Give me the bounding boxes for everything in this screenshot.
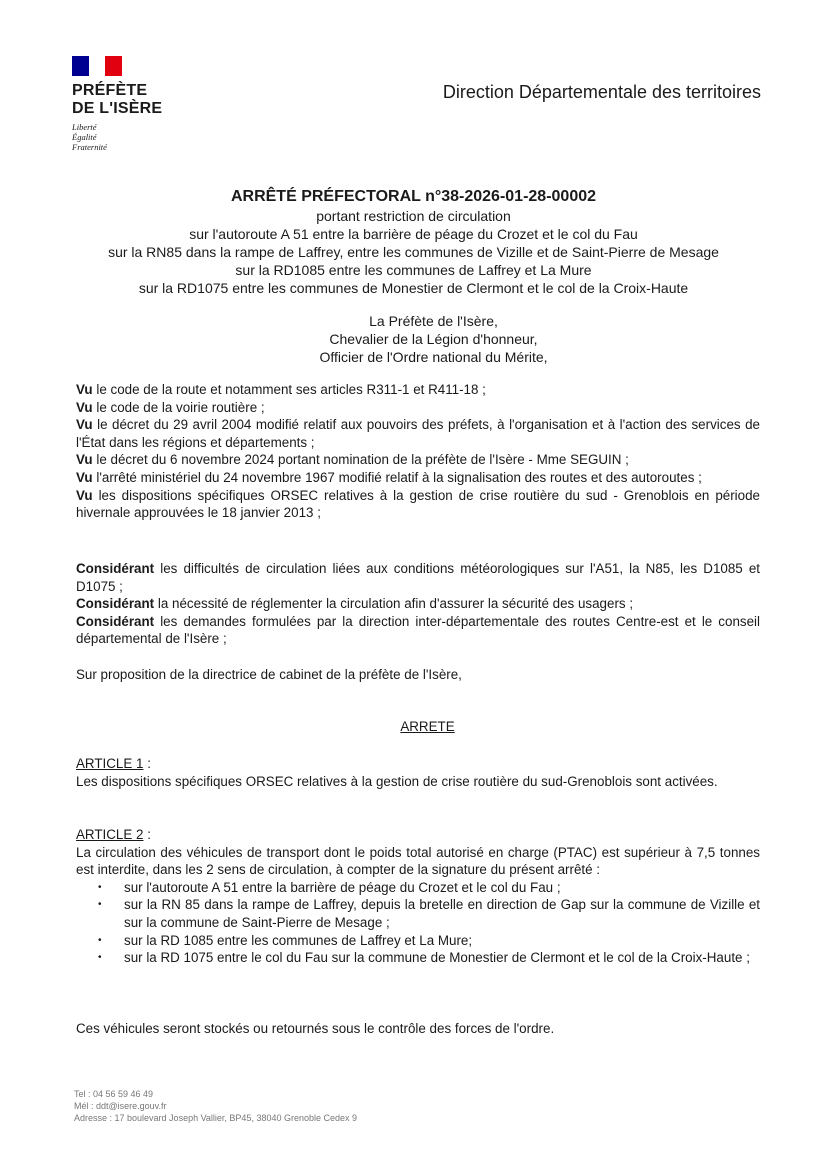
footer-tel: Tel : 04 56 59 46 49 <box>74 1089 154 1099</box>
signatory: La Préfète de l'Isère, Chevalier de la Légion d'honneur, Officier de l'Ordre national du Mérite, <box>319 313 548 365</box>
considerant-section <box>76 560 760 648</box>
considerant-item: Considérant les difficultés de circulation liées aux conditions météorologiques sur l'A51, la N85, les D1085 et D1075 ; <box>76 561 760 594</box>
direction-name: Direction Départementale des territoires <box>442 82 761 102</box>
arrete-heading: ARRETE <box>400 719 455 734</box>
considerant-item: Considérant la nécessité de réglementer la circulation afin d'assurer la sécurité des usagers ; <box>76 596 634 612</box>
vu-item: Vu le code de la route et notamment ses articles R311-1 et R411-18 ; <box>76 382 486 397</box>
prefecture-logo <box>72 56 182 152</box>
vu-item: Vu le décret du 29 avril 2004 modifié relatif aux pouvoirs des préfets, à l'organisation et à l'action des services de l'État dans les régions et départements ; <box>76 417 760 450</box>
list-item: • sur la RN 85 dans la rampe de Laffrey, depuis la bretelle en direction de Gap sur la commune de Vizille et sur la commune de Saint-Pierre de Mesage ; <box>120 896 760 931</box>
title-line: sur la RD1085 entre les communes de Laffrey et La Mure <box>235 262 592 278</box>
title-line: sur la RD1075 entre les communes de Monestier de Clermont et le col de la Croix-Haute <box>138 280 689 296</box>
article-1-text: Les dispositions spécifiques ORSEC relatives à la gestion de crise routière du sud-Grenoblois sont activées. <box>76 773 718 789</box>
vu-item: Vu les dispositions spécifiques ORSEC relatives à la gestion de crise routière du sud - Grenoblois en période hivernale approuvées le 18 janvier 2013 ; <box>76 487 760 521</box>
article-2-heading: ARTICLE 2 <box>76 827 144 842</box>
proposition: Sur proposition de la directrice de cabinet de la préfète de l'Isère, <box>76 667 462 682</box>
title-line: portant restriction de circulation <box>316 208 511 224</box>
vu-item: Vu le code de la voirie routière ; <box>76 399 265 415</box>
decree-number: ARRÊTÉ PRÉFECTORAL n°38-2026-01-28-00002 <box>230 188 597 205</box>
list-item: • sur la RD 1075 entre le col du Fau sur la commune de Monestier de Clermont et le col de la Croix-Haute ; <box>120 949 760 967</box>
vu-item: Vu l'arrêté ministériel du 24 novembre 1967 modifié relatif à la signalisation des routes et des autoroutes ; <box>76 469 702 485</box>
footer-mel: Mél : ddt@isere.gouv.fr <box>74 1101 167 1111</box>
article-1: ARTICLE 1 : Les dispositions spécifiques ORSEC relatives à la gestion de crise routière du sud-Grenoblois sont activées. <box>76 755 760 790</box>
article-2-closing: Ces véhicules seront stockés ou retournés sous le contrôle des forces de l'ordre. <box>76 1021 555 1036</box>
list-item: • sur la RD 1085 entre les communes de Laffrey et La Mure; <box>120 932 760 950</box>
decree-title <box>0 187 827 297</box>
article-2: ARTICLE 2 : La circulation des véhicules de transport dont le poids total autorisé en charge (PTAC) est supérieur à 7,5 tonnes est interdite, dans les 2 sens de circulation, à compter de la signature du présent arrêté : • sur l'autoroute A 51 entre la barrière de péage du Crozet et le col du Fau ; • sur la RN 85 dans la rampe de Laffrey, depuis la bretelle en direction de Gap sur la commune de Vizille et sur la commune de Saint-Pierre de Mesage ; • sur la RD 1085 entre les communes de Laffrey et La Mure; • sur la RD 1075 entre le col du Fau sur la commune de Monestier de Clermont et le col de la Croix-Haute ; <box>76 826 760 967</box>
article-1-heading: ARTICLE 1 <box>76 756 144 771</box>
footer-address: Adresse : 17 boulevard Joseph Vallier, BP45, 38040 Grenoble Cedex 9 <box>74 1113 358 1123</box>
logo-text: PRÉFÈTE DE L'ISÈRE <box>72 82 163 117</box>
article-2-text: La circulation des véhicules de transport dont le poids total autorisé en charge (PTAC) est supérieur à 7,5 tonnes est interdite, dans les 2 sens de circulation, à compter de la signature du présent arrêté : <box>76 844 760 878</box>
considerant-item: Considérant les demandes formulées par la direction inter-départementale des routes Centre-est et le conseil départemental de l'Isère ; <box>76 613 760 647</box>
vu-item: Vu le décret du 6 novembre 2024 portant nomination de la préfète de l'Isère - Mme SEGUIN ; <box>76 452 629 468</box>
footer-contact <box>74 1088 357 1124</box>
marianne-flag-icon <box>72 56 122 76</box>
title-line: sur la RN85 dans la rampe de Laffrey, entre les communes de Vizille et de Saint-Pierre de Mesage <box>108 244 719 260</box>
vu-section <box>76 381 760 522</box>
road-list <box>76 879 760 967</box>
motto: Liberté Égalité Fraternité <box>72 122 107 152</box>
title-line: sur l'autoroute A 51 entre la barrière de péage du Crozet et le col du Fau <box>189 226 638 242</box>
list-item: • sur l'autoroute A 51 entre la barrière de péage du Crozet et le col du Fau ; <box>120 879 760 897</box>
